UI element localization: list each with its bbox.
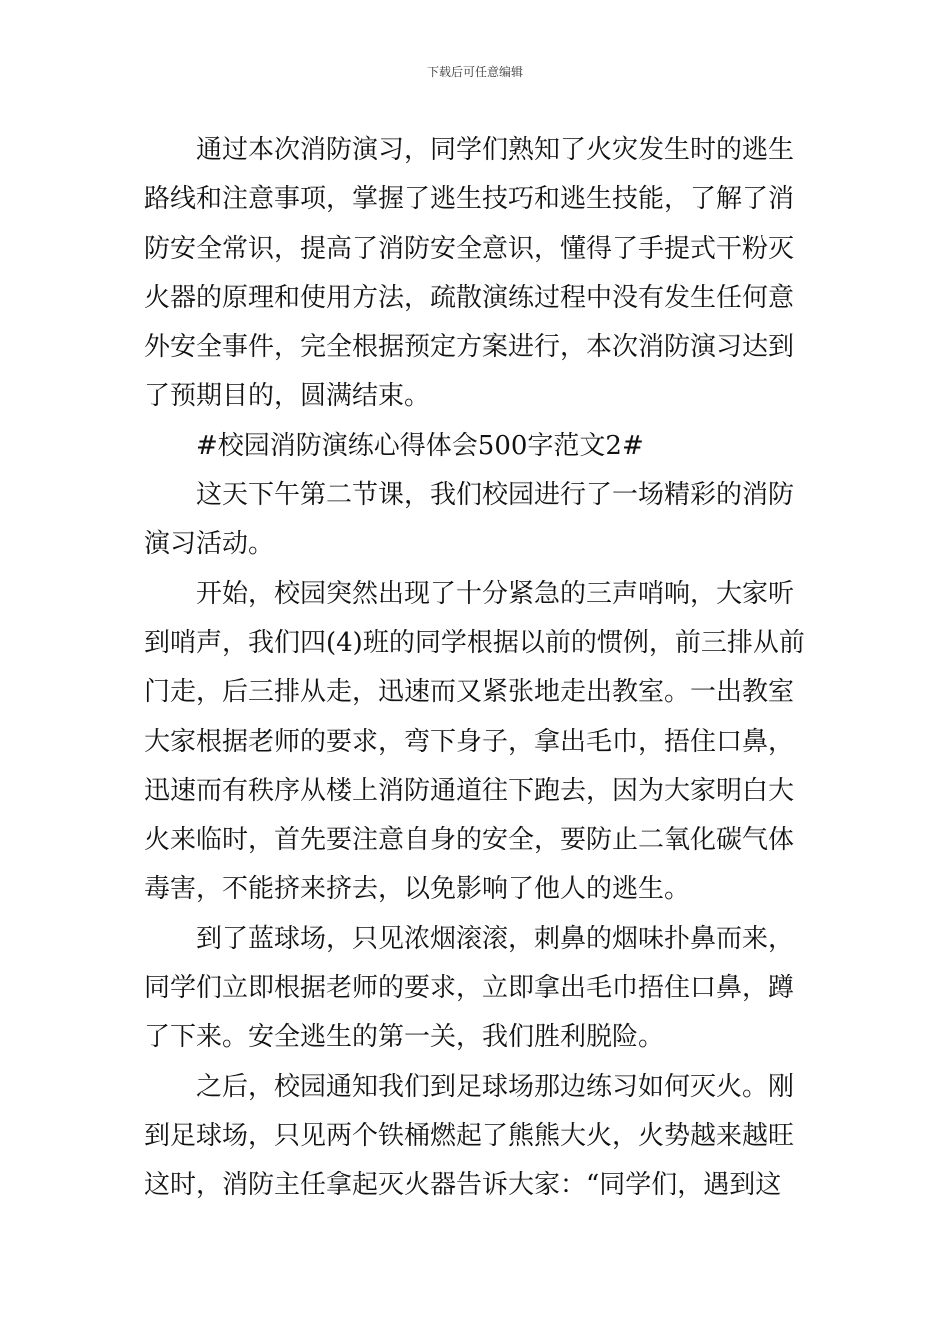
text-line: 这时，消防主任拿起灭火器告诉大家：“同学们，遇到这 xyxy=(144,1170,782,1201)
paragraph-4 xyxy=(144,915,816,1063)
text-line: 到哨声，我们四(4)班的同学根据以前的惯例，前三排从前 xyxy=(144,627,805,658)
text-line: 外安全事件，完全根据预定方案进行，本次消防演习达到 xyxy=(144,332,795,363)
text-line: 到足球场，只见两个铁桶燃起了熊熊大火，火势越来越旺 xyxy=(144,1120,795,1151)
text-line: 毒害，不能挤来挤去，以免影响了他人的逃生。 xyxy=(144,874,691,905)
text-line: 火来临时，首先要注意自身的安全，要防止二氧化碳气体 xyxy=(144,825,795,856)
paragraph-3 xyxy=(144,570,816,915)
text-line: 防安全常识，提高了消防安全意识，懂得了手提式干粉灭 xyxy=(144,233,795,264)
text-line: 大家根据老师的要求，弯下身子，拿出毛巾，捂住口鼻， xyxy=(144,726,795,757)
paragraph-1 xyxy=(144,126,816,422)
text-line: 这天下午第二节课，我们校园进行了一场精彩的消防 xyxy=(196,480,795,511)
text-line: 之后，校园通知我们到足球场那边练习如何灭火。刚 xyxy=(196,1071,795,1102)
text-line: 演习活动。 xyxy=(144,529,275,560)
paragraph-2 xyxy=(144,471,816,570)
document-body xyxy=(144,126,816,1211)
paragraph-5 xyxy=(144,1063,816,1211)
text-line: 路线和注意事项，掌握了逃生技巧和逃生技能，了解了消 xyxy=(144,184,795,215)
text-line: 了预期目的，圆满结束。 xyxy=(144,381,431,412)
text-line: 迅速而有秩序从楼上消防通道往下跑去，因为大家明白大 xyxy=(144,775,795,806)
text-line: 开始，校园突然出现了十分紧急的三声哨响，大家听 xyxy=(196,578,795,609)
text-line: 门走，后三排从走，迅速而又紧张地走出教室。一出教室 xyxy=(144,677,795,708)
section-heading xyxy=(144,422,816,471)
text-line: 了下来。安全逃生的第一关，我们胜利脱险。 xyxy=(144,1022,665,1053)
page-header: 下载后可任意编辑 xyxy=(426,65,523,79)
text-line: #校园消防演练心得体会500字范文2# xyxy=(196,430,644,461)
text-line: 火器的原理和使用方法，疏散演练过程中没有发生任何意 xyxy=(144,282,795,313)
text-line: 到了蓝球场，只见浓烟滚滚，刺鼻的烟味扑鼻而来， xyxy=(196,923,795,954)
text-line: 同学们立即根据老师的要求，立即拿出毛巾捂住口鼻，蹲 xyxy=(144,973,795,1004)
text-line: 通过本次消防演习，同学们熟知了火灾发生时的逃生 xyxy=(196,135,795,165)
